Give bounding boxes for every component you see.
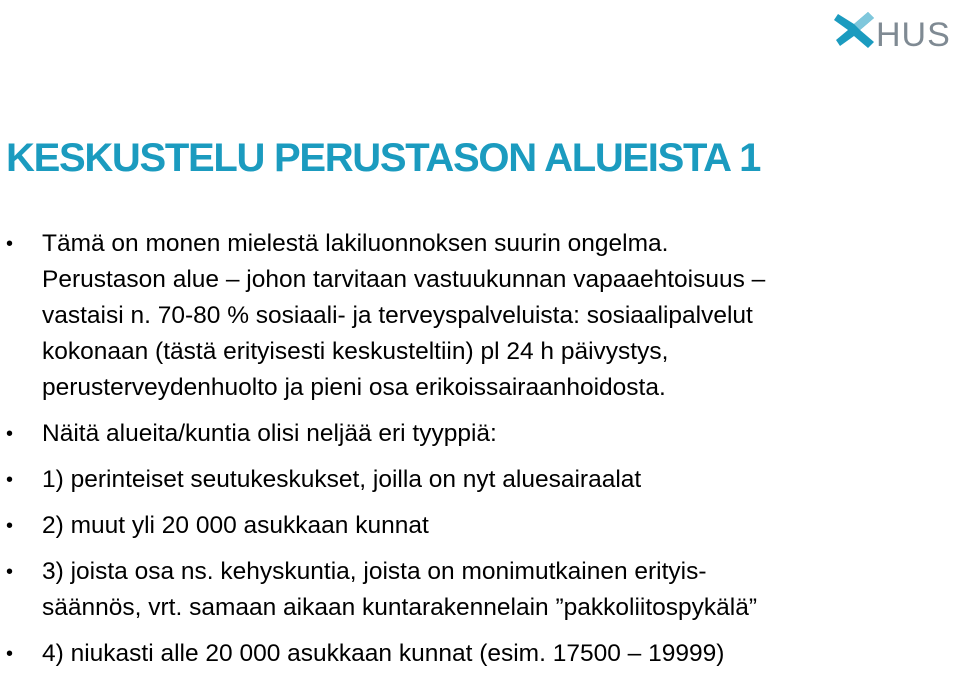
bullet-item [0,226,940,406]
bullet-line: Näitä alueita/kuntia olisi neljää eri tyyppiä: [42,420,497,447]
bullet-line: Tämä on monen mielestä lakiluonnoksen suurin ongelma. [42,230,669,257]
bullet-dot-icon: • [6,643,14,665]
bullet-line: kokonaan (tästä erityisesti keskusteltiin) pl 24 h päivystys, [42,338,669,365]
bullet-line: 3) joista osa ns. kehyskuntia, joista on monimutkainen erityis- [42,558,707,585]
bullet-line: säännös, vrt. samaan aikaan kuntarakennelain ”pakkoliitospykälä” [42,594,757,621]
bullet-list [0,226,940,682]
hus-logo [828,6,958,56]
bullet-item [0,636,940,672]
bullet-line: 1) perinteiset seutukeskukset, joilla on nyt aluesairaalat [42,466,642,493]
bullet-line: 2) muut yli 20 000 asukkaan kunnat [42,512,429,539]
bullet-dot-icon: • [6,233,14,255]
bullet-dot-icon: • [6,423,14,445]
bullet-line: perusterveydenhuolto ja pieni osa erikoissairaanhoidosta. [42,374,666,401]
bullet-dot-icon: • [6,561,14,583]
bullet-dot-icon: • [6,515,14,537]
bullet-dot-icon: • [6,469,14,491]
bullet-line: 4) niukasti alle 20 000 asukkaan kunnat (esim. 17500 – 19999) [42,640,725,667]
bullet-line: vastaisi n. 70-80 % sosiaali- ja terveyspalveluista: sosiaalipalvelut [42,302,753,329]
bullet-item [0,554,940,626]
bullet-item [0,462,940,498]
bullet-line: Perustason alue – johon tarvitaan vastuukunnan vapaaehtoisuus – [42,266,766,293]
hus-logo-text: HUS [876,16,951,54]
bullet-item [0,416,940,452]
slide-title: KESKUSTELU PERUSTASON ALUEISTA 1 [6,136,761,180]
hus-logo-mark-icon [834,8,878,48]
bullet-item [0,508,940,544]
